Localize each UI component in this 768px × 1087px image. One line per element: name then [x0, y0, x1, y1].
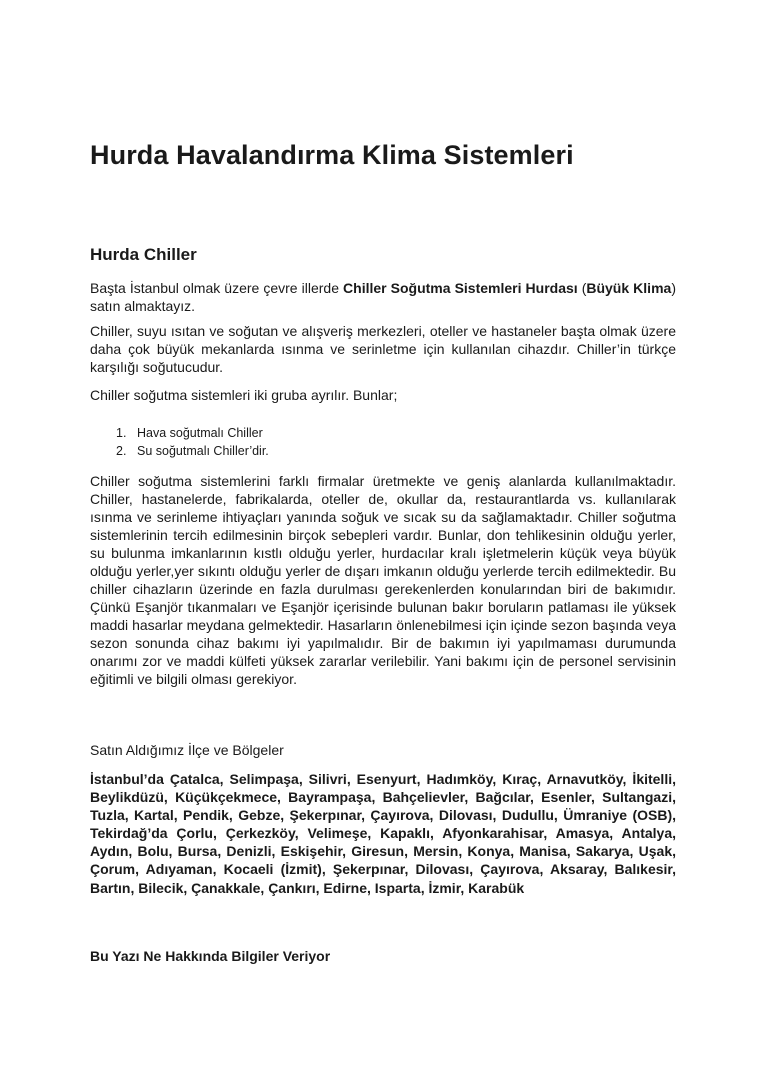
intro-bold-klima: Büyük Klima [586, 280, 672, 296]
intro-text-mid: ( [577, 280, 587, 296]
about-heading: Bu Yazı Ne Hakkında Bilgiler Veriyor [90, 948, 331, 964]
section-heading-hurda-chiller: Hurda Chiller [90, 245, 197, 264]
intro-paragraph [90, 279, 676, 315]
regions-heading: Satın Aldığımız İlçe ve Bölgeler [90, 742, 284, 758]
list-item-label: Hava soğutmalı Chiller [137, 426, 263, 440]
intro-text-before: Başta İstanbul olmak üzere çevre illerde [90, 280, 344, 296]
page-title: Hurda Havalandırma Klima Sistemleri [90, 140, 574, 170]
list-item-number: 2. [116, 444, 127, 458]
list-item-number: 1. [116, 426, 127, 440]
groups-intro-paragraph: Chiller soğutma sistemleri iki gruba ayrılır. Bunlar; [90, 387, 398, 403]
main-body-paragraph: Chiller soğutma sistemlerini farklı firmalar üretmekte ve geniş alanlarda kullanılmaktadır. Chiller, hastanelerde, fabrikalarda, oteller de, okullar da, restaurantlarda vs. kullanılarak ısınma ve serinleme ihtiyaçları yanında soğuk ve sıcak su da sağlamaktadır. Chiller soğutma sistemlerinin tercih edilmesinin birçok sebepleri vardır. Bunlar, don tehlikesinin olduğu yerler, su bulunma imkanlarının kıstlı olduğu yerler, hurdacılar kralı işletmelerin küçük veya büyük olduğu yerler,yer sıkıntı olduğu yerler de dışarı imkanın olduğu yerlerde tercih edilmektedir. Bu chiller cihazların üzerinde en fazla durulması gerekenlerden konularından biri de bakımıdır. Çünkü Eşanjör tıkanmaları ve Eşanjör içerisinde bulunan bakır boruların patlaması ile yüksek maddi hasarlar meydana gelmektedir. Hasarların önlenebilmesi için içinde sezon başında veya sezon sonunda cihaz bakımı iyi yapılmalıdır. Bir de bakımın iyi yapılmaması durumunda onarımı zor ve maddi külfeti yüksek zararlar verilebilir. Yani bakımı için de personel servisinin eğitimli ve bilgili olması gerekiyor. [90, 473, 676, 687]
list-item-label: Su soğutmalı Chiller’dir. [137, 444, 269, 458]
list-item [90, 424, 269, 442]
intro-bold-chiller: Chiller Soğutma Sistemleri Hurdası [343, 280, 578, 296]
intro-text-after: ) satın almaktayız. [90, 280, 676, 314]
groups-list [90, 424, 269, 460]
regions-list-paragraph: İstanbul’da Çatalca, Selimpaşa, Silivri, Esenyurt, Hadımköy, Kıraç, Arnavutköy, İkitelli, Beylikdüzü, Küçükçekmece, Bayrampaşa, Bahçelievler, Bağcılar, Esenler, Sultangazi, Tuzla, Kartal, Pendik, Gebze, Şekerpınar, Çayırova, Dilovası, Dudullu, Ümraniye (OSB), Tekirdağ’da Çorlu, Çerkezköy, Velimeşe, Kapaklı, Afyonkarahisar, Amasya, Antalya, Aydın, Bolu, Bursa, Denizli, Eskişehir, Giresun, Mersin, Konya, Manisa, Sakarya, Uşak, Çorum, Adıyaman, Kocaeli (İzmit), Şekerpınar, Dilovası, Çayırova, Aksaray, Balıkesir, Bartın, Bilecik, Çanakkale, Çankırı, Edirne, Isparta, İzmir, Karabük [90, 771, 676, 896]
list-item [90, 442, 269, 460]
description-paragraph: Chiller, suyu ısıtan ve soğutan ve alışveriş merkezleri, oteller ve hastaneler başta olmak üzere daha çok büyük mekanlarda ısınma ve serinletme için kullanılan cihazdır. Chiller’in türkçe karşılığı soğutucudur. [90, 323, 676, 375]
